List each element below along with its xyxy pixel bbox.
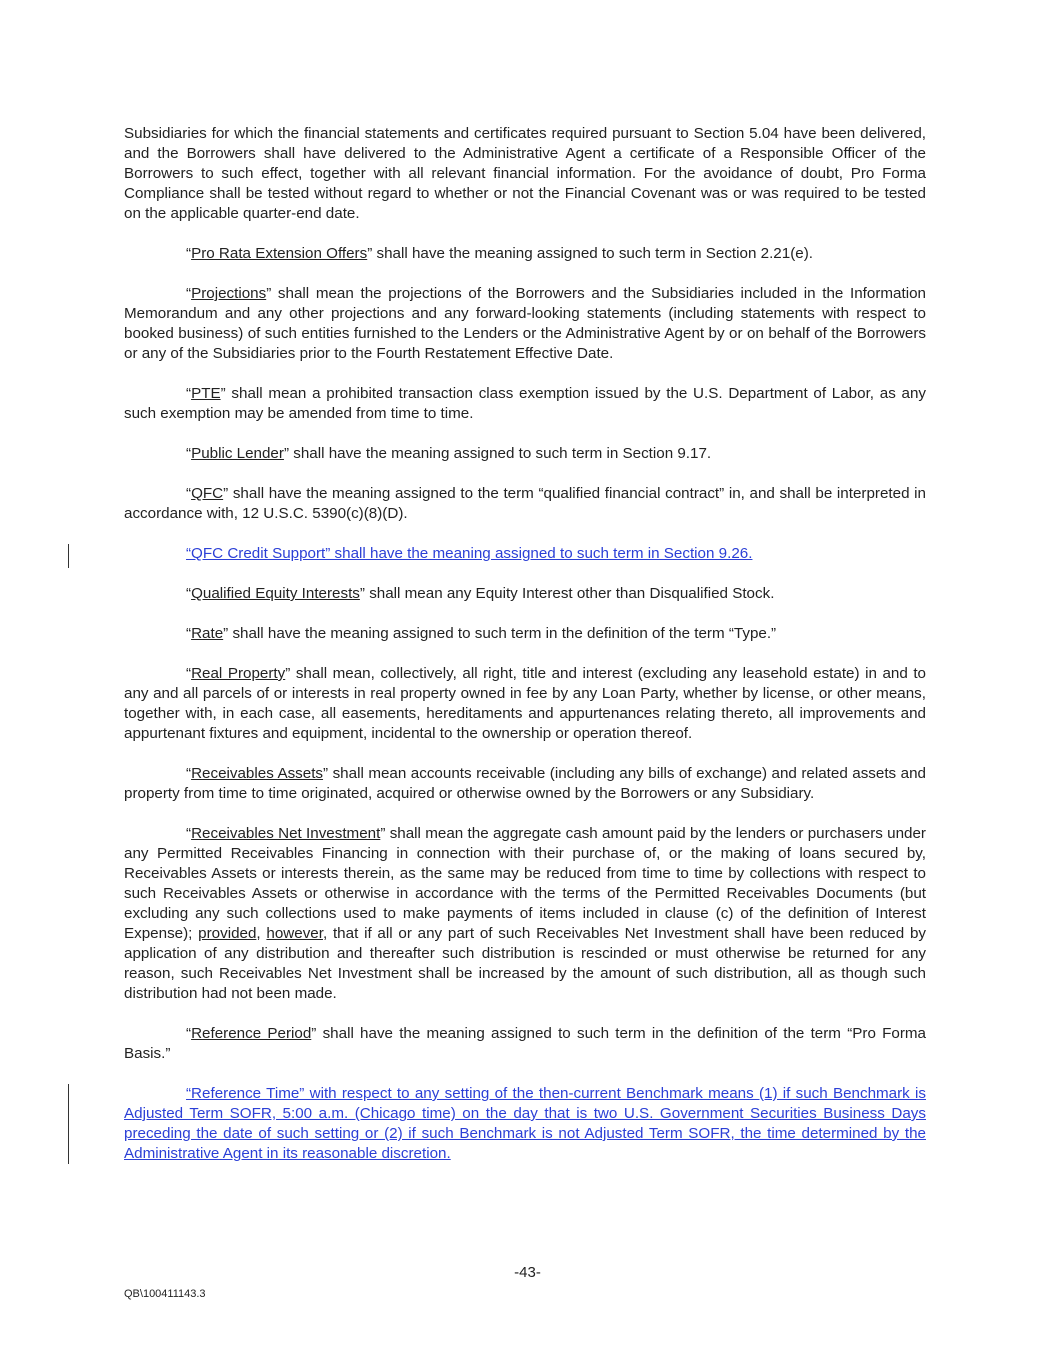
quote-open: “ [186, 765, 192, 782]
change-bar [68, 1084, 69, 1164]
inserted-text: “QFC Credit Support” shall have the meaning assigned to such term in Section 9.26. [186, 545, 753, 562]
quote-close: ” [223, 625, 229, 642]
quote-open: “ [186, 1025, 192, 1042]
quote-close: ” [266, 285, 272, 302]
defined-term: Rate [191, 625, 224, 642]
quote-close: ” [367, 245, 373, 262]
however-term: however [266, 925, 323, 942]
comma: , [256, 925, 267, 942]
definition-qfc [124, 484, 926, 524]
quote-open: “ [186, 665, 192, 682]
definition-text: shall mean, collectively, all right, title and interest (excluding any leasehold estate) in and to any and all parcels of or interests in real property owned in fee by any Loan Party, whether by license, or other means, together with, in each case, all easements, hereditaments and appurtenances relating thereto, all improvements and appurtenant fixtures and equipment, incidental to the ownership or operation thereof. [124, 665, 926, 742]
definition-receivables-net-investment [124, 824, 926, 1004]
definition-text: shall mean a prohibited transaction class exemption issued by the U.S. Department of Labor, as any such exemption may be amended from time to time. [124, 385, 926, 422]
quote-close: ” [220, 385, 226, 402]
quote-close: ” [323, 765, 329, 782]
defined-term: PTE [191, 385, 221, 402]
quote-close: ” [223, 485, 229, 502]
quote-close: ” [311, 1025, 317, 1042]
quote-open: “ [186, 285, 192, 302]
defined-term: Receivables Net Investment [191, 825, 381, 842]
definition-reference-time-inserted [124, 1084, 926, 1164]
quote-close: ” [359, 585, 365, 602]
quote-close: ” [380, 825, 386, 842]
quote-close: ” [285, 665, 291, 682]
paragraph-intro: Subsidiaries for which the financial statements and certificates required pursuant to Section 5.04 have been delivered, and the Borrowers shall have delivered to the Administrative Agent a certificate of a Responsible Officer of the Borrowers to such effect, together with all relevant financial information. For the avoidance of doubt, Pro Forma Compliance shall be tested without regard to whether or not the Financial Covenant was or was required to be tested on the applicable quarter-end date. [124, 125, 926, 222]
defined-term: Real Property [191, 665, 286, 682]
quote-open: “ [186, 585, 192, 602]
definition-real-property [124, 664, 926, 744]
defined-term: Receivables Assets [191, 765, 324, 782]
document-id: QB\100411143.3 [124, 1288, 206, 1300]
quote-open: “ [186, 385, 192, 402]
defined-term: Projections [191, 285, 267, 302]
defined-term: Qualified Equity Interests [191, 585, 360, 602]
definition-projections [124, 284, 926, 364]
defined-term: Reference Period [191, 1025, 312, 1042]
inserted-text: “Reference Time” with respect to any setting of the then-current Benchmark means (1) if such Benchmark is Adjusted Term SOFR, 5:00 a.m. (Chicago time) on the day that is two U.S. Government Securities Business Days preceding the date of such setting or (2) if such Benchmark is not Adjusted Term SOFR, the time determined by the Administrative Agent in its reasonable discretion. [124, 1085, 926, 1162]
definition-text: shall mean the aggregate cash amount paid by the lenders or purchasers under any Permitted Receivables Financing in connection with their purchase of, or the making of loans secured by, Receivables Assets or interests therein, as the same may be reduced from time to time by collections with respect to such Receivables Assets or otherwise in accordance with the terms of the Permitted Receivables Documents (but excluding any such collections used to make payments of items included in clause (c) of the definition of Interest Expense); [124, 825, 926, 942]
definition-public-lender [124, 444, 926, 464]
definition-text: shall mean the projections of the Borrowers and the Subsidiaries included in the Information Memorandum and any other projections and any forward-looking statements (including statements with respect to booked business) of such entities furnished to the Lenders or the Administrative Agent by or on behalf of the Borrowers or any of the Subsidiaries prior to the Fourth Restatement Effective Date. [124, 285, 926, 362]
definition-text: shall have the meaning assigned to such term in Section 9.17. [289, 445, 712, 462]
page-number: -43- [514, 1264, 541, 1281]
definition-text: shall have the meaning assigned to the term “qualified financial contract” in, and shall be interpreted in accordance with, 12 U.S.C. 5390(c)(8)(D). [124, 485, 926, 522]
definition-text-continued: , that if all or any part of such Receivables Net Investment shall have been reduced by application of any distribution and thereafter such distribution is rescinded or must otherwise be returned for any reason, such Receivables Net Investment shall be increased by the amount of such distribution, all as though such distribution had not been made. [124, 925, 926, 1002]
definition-text: shall mean accounts receivable (including any bills of exchange) and related assets and property from time to time originated, acquired or otherwise owned by the Borrowers or any Subsidiary. [124, 765, 926, 802]
defined-term: Pro Rata Extension Offers [191, 245, 368, 262]
definition-text: shall have the meaning assigned to such term in the definition of the term “Pro Forma Basis.” [124, 1025, 927, 1062]
defined-term: Public Lender [191, 445, 284, 462]
definition-pro-rata-extension-offers [124, 244, 926, 264]
change-bar [68, 544, 69, 568]
definition-qfc-credit-support-inserted [124, 544, 926, 564]
definition-reference-period [124, 1024, 926, 1064]
provided-term: provided [198, 925, 257, 942]
quote-open: “ [186, 485, 192, 502]
quote-open: “ [186, 445, 192, 462]
definition-text: shall have the meaning assigned to such term in the definition of the term “Type.” [228, 625, 777, 642]
definition-qualified-equity-interests [124, 584, 926, 604]
defined-term: QFC [191, 485, 224, 502]
document-body [124, 124, 926, 1184]
quote-open: “ [186, 625, 192, 642]
quote-open: “ [186, 825, 192, 842]
quote-close: ” [283, 445, 290, 462]
quote-open: “ [186, 245, 192, 262]
definition-pte [124, 384, 926, 424]
definition-rate [124, 624, 926, 644]
definition-text: shall mean any Equity Interest other than Disqualified Stock. [364, 585, 775, 602]
definition-receivables-assets [124, 764, 926, 804]
definition-text: shall have the meaning assigned to such term in Section 2.21(e). [372, 245, 813, 262]
